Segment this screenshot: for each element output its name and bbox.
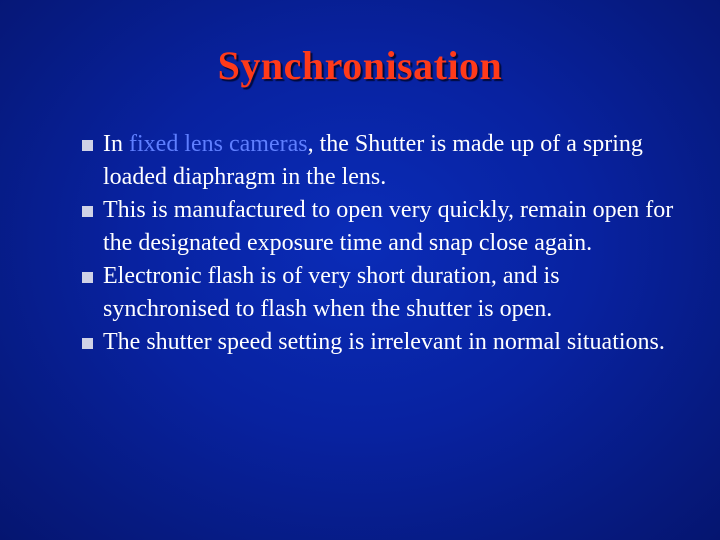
square-bullet-icon xyxy=(82,140,93,151)
bullet-item xyxy=(82,128,692,194)
square-bullet-icon xyxy=(82,272,93,283)
slide-title: Synchronisation xyxy=(217,43,503,88)
bullet-text-segment: , the Shutter is made up of a spring loaded diaphragm in the lens. xyxy=(103,131,643,190)
bullet-item xyxy=(82,326,692,359)
square-bullet-icon xyxy=(82,338,93,349)
bullet-list xyxy=(82,128,692,359)
bullet-text-segment: In xyxy=(103,131,129,157)
square-bullet-icon xyxy=(82,206,93,217)
bullet-item xyxy=(82,260,692,326)
bullet-item xyxy=(82,194,692,260)
highlighted-text: fixed lens cameras xyxy=(129,131,308,157)
bullet-text: This is manufactured to open very quickly, remain open for the designated exposure time and snap close again. xyxy=(103,197,674,256)
bullet-text: Electronic flash is of very short duration, and is synchronised to flash when the shutter is open. xyxy=(103,263,560,322)
bullet-text: The shutter speed setting is irrelevant in normal situations. xyxy=(103,329,665,355)
